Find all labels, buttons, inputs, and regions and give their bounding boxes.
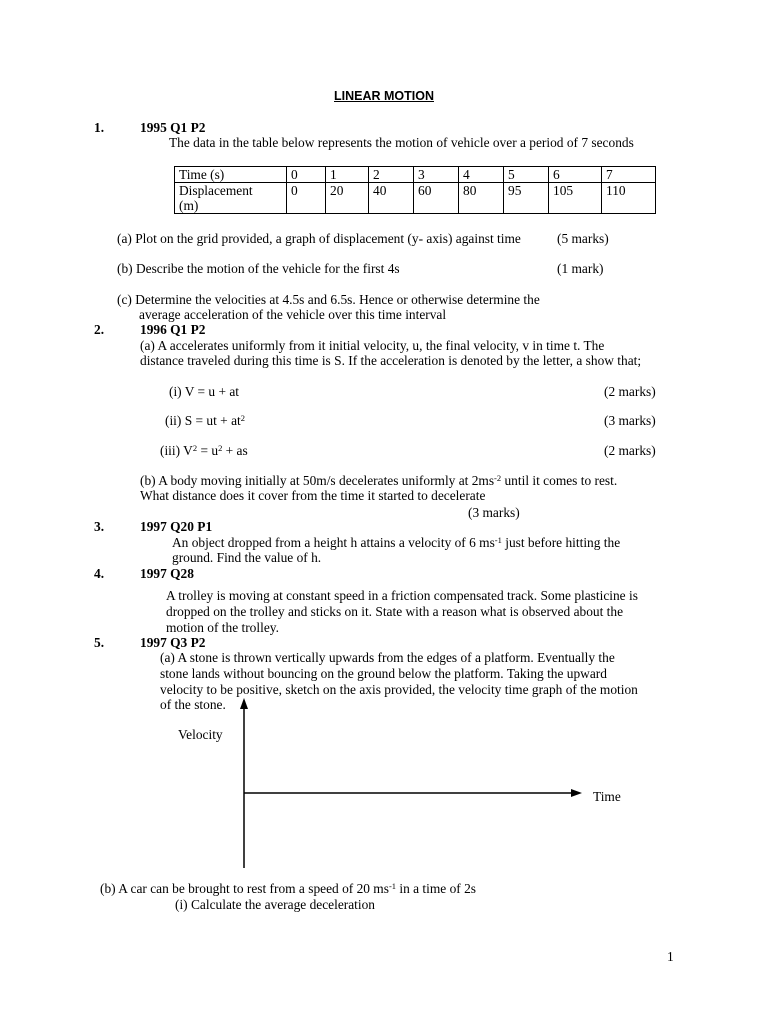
- q5-number: 5.: [94, 635, 105, 650]
- q3-line1: An object dropped from a height h attains a velocity of 6 $ms^{-1}$ just before hitting the: [172, 535, 621, 550]
- table-cell: 110: [602, 183, 656, 214]
- q2-part-a-line2: distance traveled during this time is S. If the acceleration is denoted by the letter, a show that;: [140, 353, 642, 368]
- q3-reference: 1997 Q20 P1: [140, 519, 213, 534]
- q2-part-b-line2: What distance does it cover from the time it started to decelerate: [140, 488, 486, 503]
- table-cell: 4: [459, 167, 504, 183]
- q2-reference: 1996 Q1 P2: [140, 322, 206, 337]
- table-cell: 3: [414, 167, 459, 183]
- q5-part-b: (b) A car can be brought to rest from a speed of 20 $ms^{-1}$ in a time of 2s: [100, 881, 476, 896]
- q5-part-a-line3: velocity to be positive, sketch on the axis provided, the velocity time graph of the motion: [160, 682, 638, 697]
- q4-line1: A trolley is moving at constant speed in a friction compensated track. Some plasticine is: [166, 588, 638, 603]
- x-axis-label: Time: [593, 789, 621, 804]
- q2-number: 2.: [94, 322, 105, 337]
- q2-part-b-marks: (3 marks): [468, 505, 520, 520]
- table-cell: 1: [326, 167, 369, 183]
- q1-part-b: (b) Describe the motion of the vehicle for the first 4s: [117, 261, 400, 276]
- q5-part-a-line1: (a) A stone is thrown vertically upwards from the edges of a platform. Eventually the: [160, 650, 615, 665]
- table-cell: 60: [414, 183, 459, 214]
- y-axis-arrowhead: [240, 698, 248, 709]
- q5-part-a-line2: stone lands without bouncing on the ground below the platform. Taking the upward: [160, 666, 607, 681]
- q3-number: 3.: [94, 519, 105, 534]
- q1-part-c-line1: (c) Determine the velocities at 4.5s and 6.5s. Hence or otherwise determine the: [117, 292, 540, 307]
- q1-part-b-marks: (1 mark): [557, 261, 604, 276]
- q1-intro: The data in the table below represents the motion of vehicle over a period of 7 seconds: [169, 135, 634, 150]
- q1-part-a-marks: (5 marks): [557, 231, 609, 246]
- q2-part-a-line1: (a) A accelerates uniformly from it initial velocity, u, the final velocity, v in time t. The: [140, 338, 605, 353]
- q4-line3: motion of the trolley.: [166, 620, 279, 635]
- q2-part-ii: (ii) S = ut + $at^2$: [165, 413, 245, 428]
- table-cell: 95: [504, 183, 549, 214]
- q3-line2: ground. Find the value of h.: [172, 550, 322, 565]
- q2-part-iii-marks: (2 marks): [604, 443, 656, 458]
- q2-part-b-line1: (b) A body moving initially at 50m/s decelerates uniformly at $2ms^{-2}$ until it comes to rest.: [140, 473, 618, 488]
- q5-reference: 1997 Q3 P2: [140, 635, 206, 650]
- x-axis-arrowhead: [571, 789, 582, 797]
- q2-part-i-marks: (2 marks): [604, 384, 656, 399]
- table-header-displacement: Displacement (m): [175, 183, 287, 214]
- table-cell: 0: [287, 167, 326, 183]
- table-header-time: Time (s): [175, 167, 287, 183]
- q4-reference: 1997 Q28: [140, 566, 194, 581]
- q4-line2: dropped on the trolley and sticks on it. State with a reason what is observed about the: [166, 604, 624, 619]
- q1-reference: 1995 Q1 P2: [140, 120, 206, 135]
- table-cell: 2: [369, 167, 414, 183]
- table-cell: 20: [326, 183, 369, 214]
- table-cell: 80: [459, 183, 504, 214]
- table-cell: 105: [549, 183, 602, 214]
- table-cell: 5: [504, 167, 549, 183]
- page-title: LINEAR MOTION: [334, 89, 434, 103]
- page-number: 1: [667, 949, 674, 964]
- q2-part-ii-marks: (3 marks): [604, 413, 656, 428]
- table-cell: 40: [369, 183, 414, 214]
- q1-part-a: (a) Plot on the grid provided, a graph of displacement (y- axis) against time: [117, 231, 521, 246]
- q5-part-b-i: (i) Calculate the average deceleration: [175, 897, 375, 912]
- q2-part-i: (i) V = u + at: [169, 384, 240, 399]
- q5-part-a-line4: of the stone.: [160, 697, 226, 712]
- table-cell: 6: [549, 167, 602, 183]
- table-cell: 7: [602, 167, 656, 183]
- y-axis-label: Velocity: [178, 727, 223, 742]
- table-cell: 0: [287, 183, 326, 214]
- q4-number: 4.: [94, 566, 105, 581]
- q1-number: 1.: [94, 120, 105, 135]
- q1-part-c-line2: average acceleration of the vehicle over this time interval: [139, 307, 447, 322]
- q2-part-iii: (iii) $V^2 = u^2$ + as: [160, 443, 248, 458]
